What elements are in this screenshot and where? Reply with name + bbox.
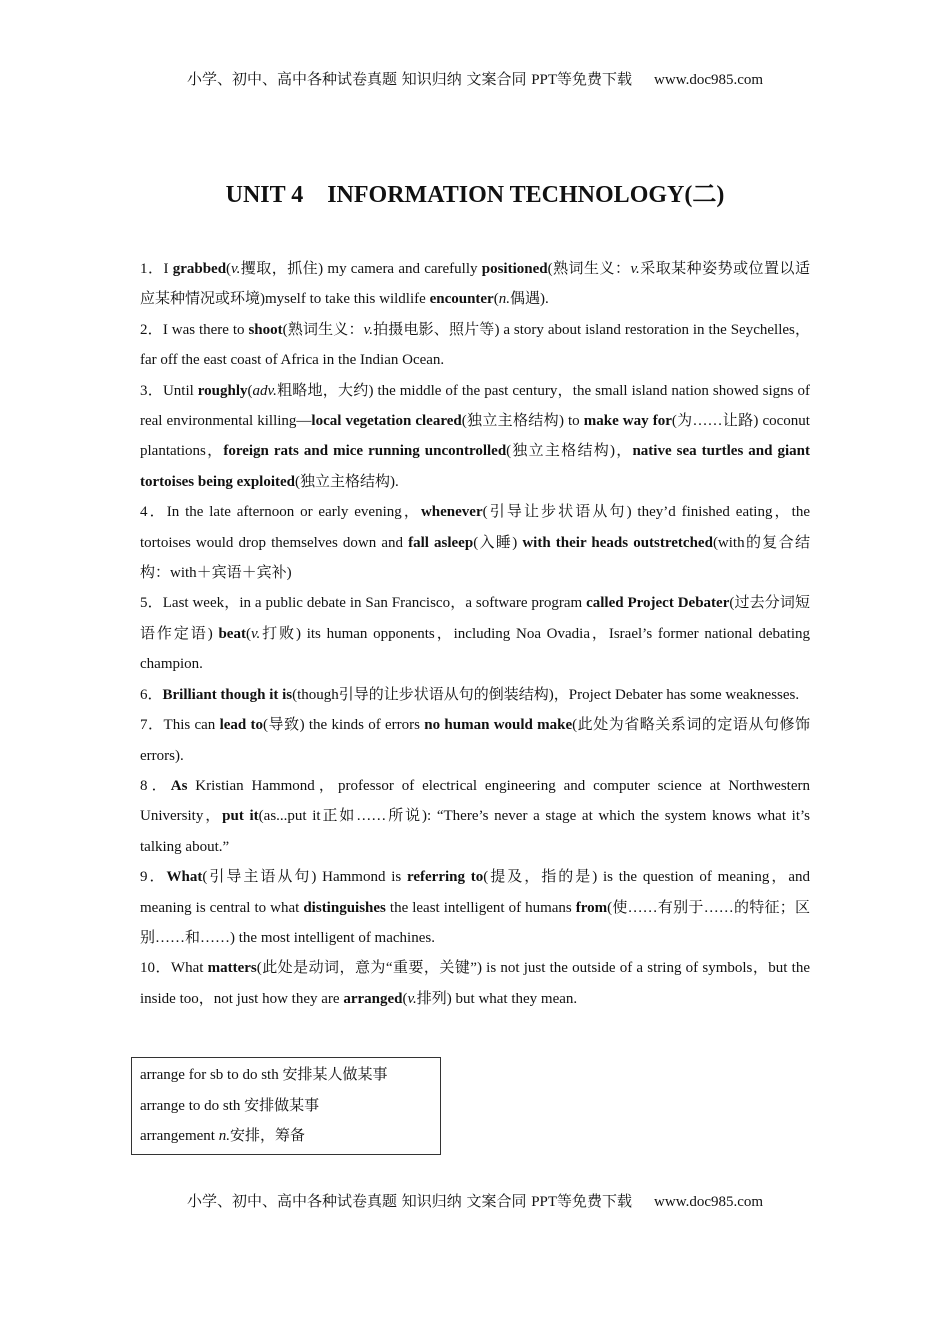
sentence-item [140, 376, 810, 498]
text-run: (熟词生义： [547, 261, 631, 277]
text-run: (独立主格结构) to [461, 413, 584, 430]
text-run: (with的复合结构：with＋宾语＋宾补) [140, 534, 811, 582]
part-of-speech: v. [630, 261, 640, 277]
part-of-speech: v. [407, 990, 417, 1007]
bold-phrase: What [166, 869, 203, 886]
text-run: (导致) the kinds of errors [263, 717, 425, 734]
bold-phrase: grabbed [172, 261, 227, 277]
bold-phrase: referring to [406, 869, 484, 886]
text-run: 10．What [140, 960, 208, 977]
bold-phrase: arranged [343, 990, 403, 1007]
bold-phrase: from [575, 899, 608, 916]
text-run: ( [245, 625, 251, 642]
bold-phrase: foreign rats and mice running uncontrolled [223, 443, 507, 460]
bold-phrase: make way for [583, 413, 672, 430]
sentence-item [140, 254, 810, 315]
text-run: 3．Until [140, 382, 198, 399]
sentence-item [140, 588, 810, 679]
text-run: ( [247, 382, 253, 399]
text-run: (此处为省略关系词的定语从句修饰errors). [140, 717, 811, 764]
vocabulary-line [140, 1060, 440, 1091]
page-footer [0, 1190, 950, 1211]
text-run: 8． [140, 777, 171, 794]
page-title: UNIT 4 INFORMATION TECHNOLOGY(二) [225, 182, 725, 208]
text-run: 打败) its human opponents，including Noa Ovadia，Israel’s former national debating champion. [140, 625, 811, 673]
bold-phrase: distinguishes [303, 899, 386, 916]
text-run: ( [493, 291, 499, 308]
text-run: (此处是动词，意为“重要，关键”) is not just the outside of a string of symbols，but the inside too，not just how they are [140, 960, 810, 1007]
text-run: (独立主格结构). [295, 473, 399, 490]
bold-phrase: whenever [420, 504, 483, 521]
part-of-speech: n. [218, 1128, 230, 1144]
text-run: 粗略地，大约) the middle of the past century，the small island nation showed signs of real environmental killing— [140, 382, 810, 430]
sentence-item [140, 497, 810, 588]
text-run: (独立主格结构)， [506, 443, 633, 460]
sentence-item [140, 953, 810, 1014]
part-of-speech: n. [498, 291, 510, 308]
text-run: (入睡) [473, 534, 523, 551]
text-run: the least intelligent of humans [385, 899, 576, 916]
bold-phrase: with their heads outstretched [522, 534, 713, 551]
bold-phrase: encounter [429, 291, 494, 308]
header-text: 小学、初中、高中各种试卷真题 知识归纳 文案合同 PPT等免费下载 [186, 72, 633, 88]
text-run: 1．I [140, 261, 173, 277]
text-run: (引导让步状语从句) they’d finished eating，the tortoises would drop themselves down and [140, 504, 810, 551]
page-header [0, 68, 950, 89]
part-of-speech: adv. [252, 382, 277, 399]
sentence-item [140, 315, 810, 376]
text-run: Kristian Hammond，professor of electrical engineering and computer science at Northwestern University， [140, 777, 810, 825]
vocabulary-line [140, 1121, 440, 1152]
text-run: 偶遇). [509, 291, 549, 308]
bold-phrase: lead to [219, 717, 264, 734]
part-of-speech: v. [363, 321, 373, 338]
sentence-item [140, 710, 810, 771]
bold-phrase: As [170, 777, 188, 794]
text-run: arrange for sb to do sth 安排某人做某事 [140, 1067, 388, 1083]
bold-phrase: positioned [481, 261, 548, 277]
text-run: (使……有别于……的特征；区别……和……) the most intelligent of machines. [140, 899, 810, 946]
bold-phrase: put it [222, 808, 259, 825]
sentence-item [140, 680, 810, 710]
text-run: 5．Last week，in a public debate in San Francisco，a software program [140, 595, 587, 612]
text-run: (as...put it正如……所说): “There’s never a stage at which the system knows what it’s talking about.” [140, 808, 811, 855]
bold-phrase: fall asleep [408, 534, 474, 551]
text-run: (提及，指的是) is the question of meaning，and meaning is central to what [140, 869, 810, 916]
part-of-speech: v. [231, 261, 241, 277]
bold-phrase: Brilliant though it is [162, 686, 293, 703]
bold-phrase: roughly [197, 382, 248, 399]
footer-site-link[interactable]: www.doc985.com [654, 1194, 764, 1210]
text-run: (为……让路) coconut plantations， [140, 413, 810, 460]
text-run: 攫取，抓住) my camera and carefully [240, 261, 482, 277]
text-run: arrangement [140, 1128, 219, 1144]
bold-phrase: native sea turtles and giant tortoises being exploited [140, 443, 810, 490]
part-of-speech: v. [250, 625, 261, 642]
text-run: (引导主语从句) Hammond is [202, 869, 407, 886]
text-run: (过去分词短语作定语) [140, 595, 811, 642]
bold-phrase: local vegetation cleared [311, 413, 462, 430]
sentence-item [140, 771, 810, 862]
text-run: 采取某种姿势或位置以适应某种情况或环境)myself to take this wildlife [140, 261, 810, 308]
text-run: 9． [140, 869, 167, 886]
bold-phrase: beat [218, 625, 246, 642]
text-run: 7．This can [140, 717, 220, 734]
text-run: (熟词生义： [282, 321, 364, 338]
vocabulary-line [140, 1091, 440, 1122]
sentence-list [140, 254, 810, 1014]
text-run: 排列) but what they mean. [416, 990, 578, 1007]
sentence-item [140, 862, 810, 953]
footer-text: 小学、初中、高中各种试卷真题 知识归纳 文案合同 PPT等免费下载 [186, 1194, 633, 1210]
text-run: arrange to do sth 安排做某事 [140, 1097, 320, 1114]
bold-phrase: called Project Debater [586, 595, 730, 612]
vocabulary-box [131, 1057, 441, 1155]
text-run: 6． [140, 686, 163, 703]
text-run: ( [402, 990, 408, 1007]
bold-phrase: matters [207, 960, 257, 977]
text-run: ( [226, 261, 232, 277]
text-run: 4．In the late afternoon or early evening， [140, 504, 421, 521]
text-run: (though引导的让步状语从句的倒装结构)，Project Debater has some weaknesses. [292, 686, 800, 703]
text-run: 安排，筹备 [229, 1128, 305, 1144]
header-site-link[interactable]: www.doc985.com [654, 72, 764, 88]
bold-phrase: shoot [248, 321, 283, 338]
text-run: 拍摄电影、照片等) a story about island restoration in the Seychelles，far off the east coast of Africa in the Indian Ocean. [140, 321, 811, 369]
bold-phrase: no human would make [424, 717, 573, 734]
text-run: 2．I was there to [140, 321, 249, 338]
